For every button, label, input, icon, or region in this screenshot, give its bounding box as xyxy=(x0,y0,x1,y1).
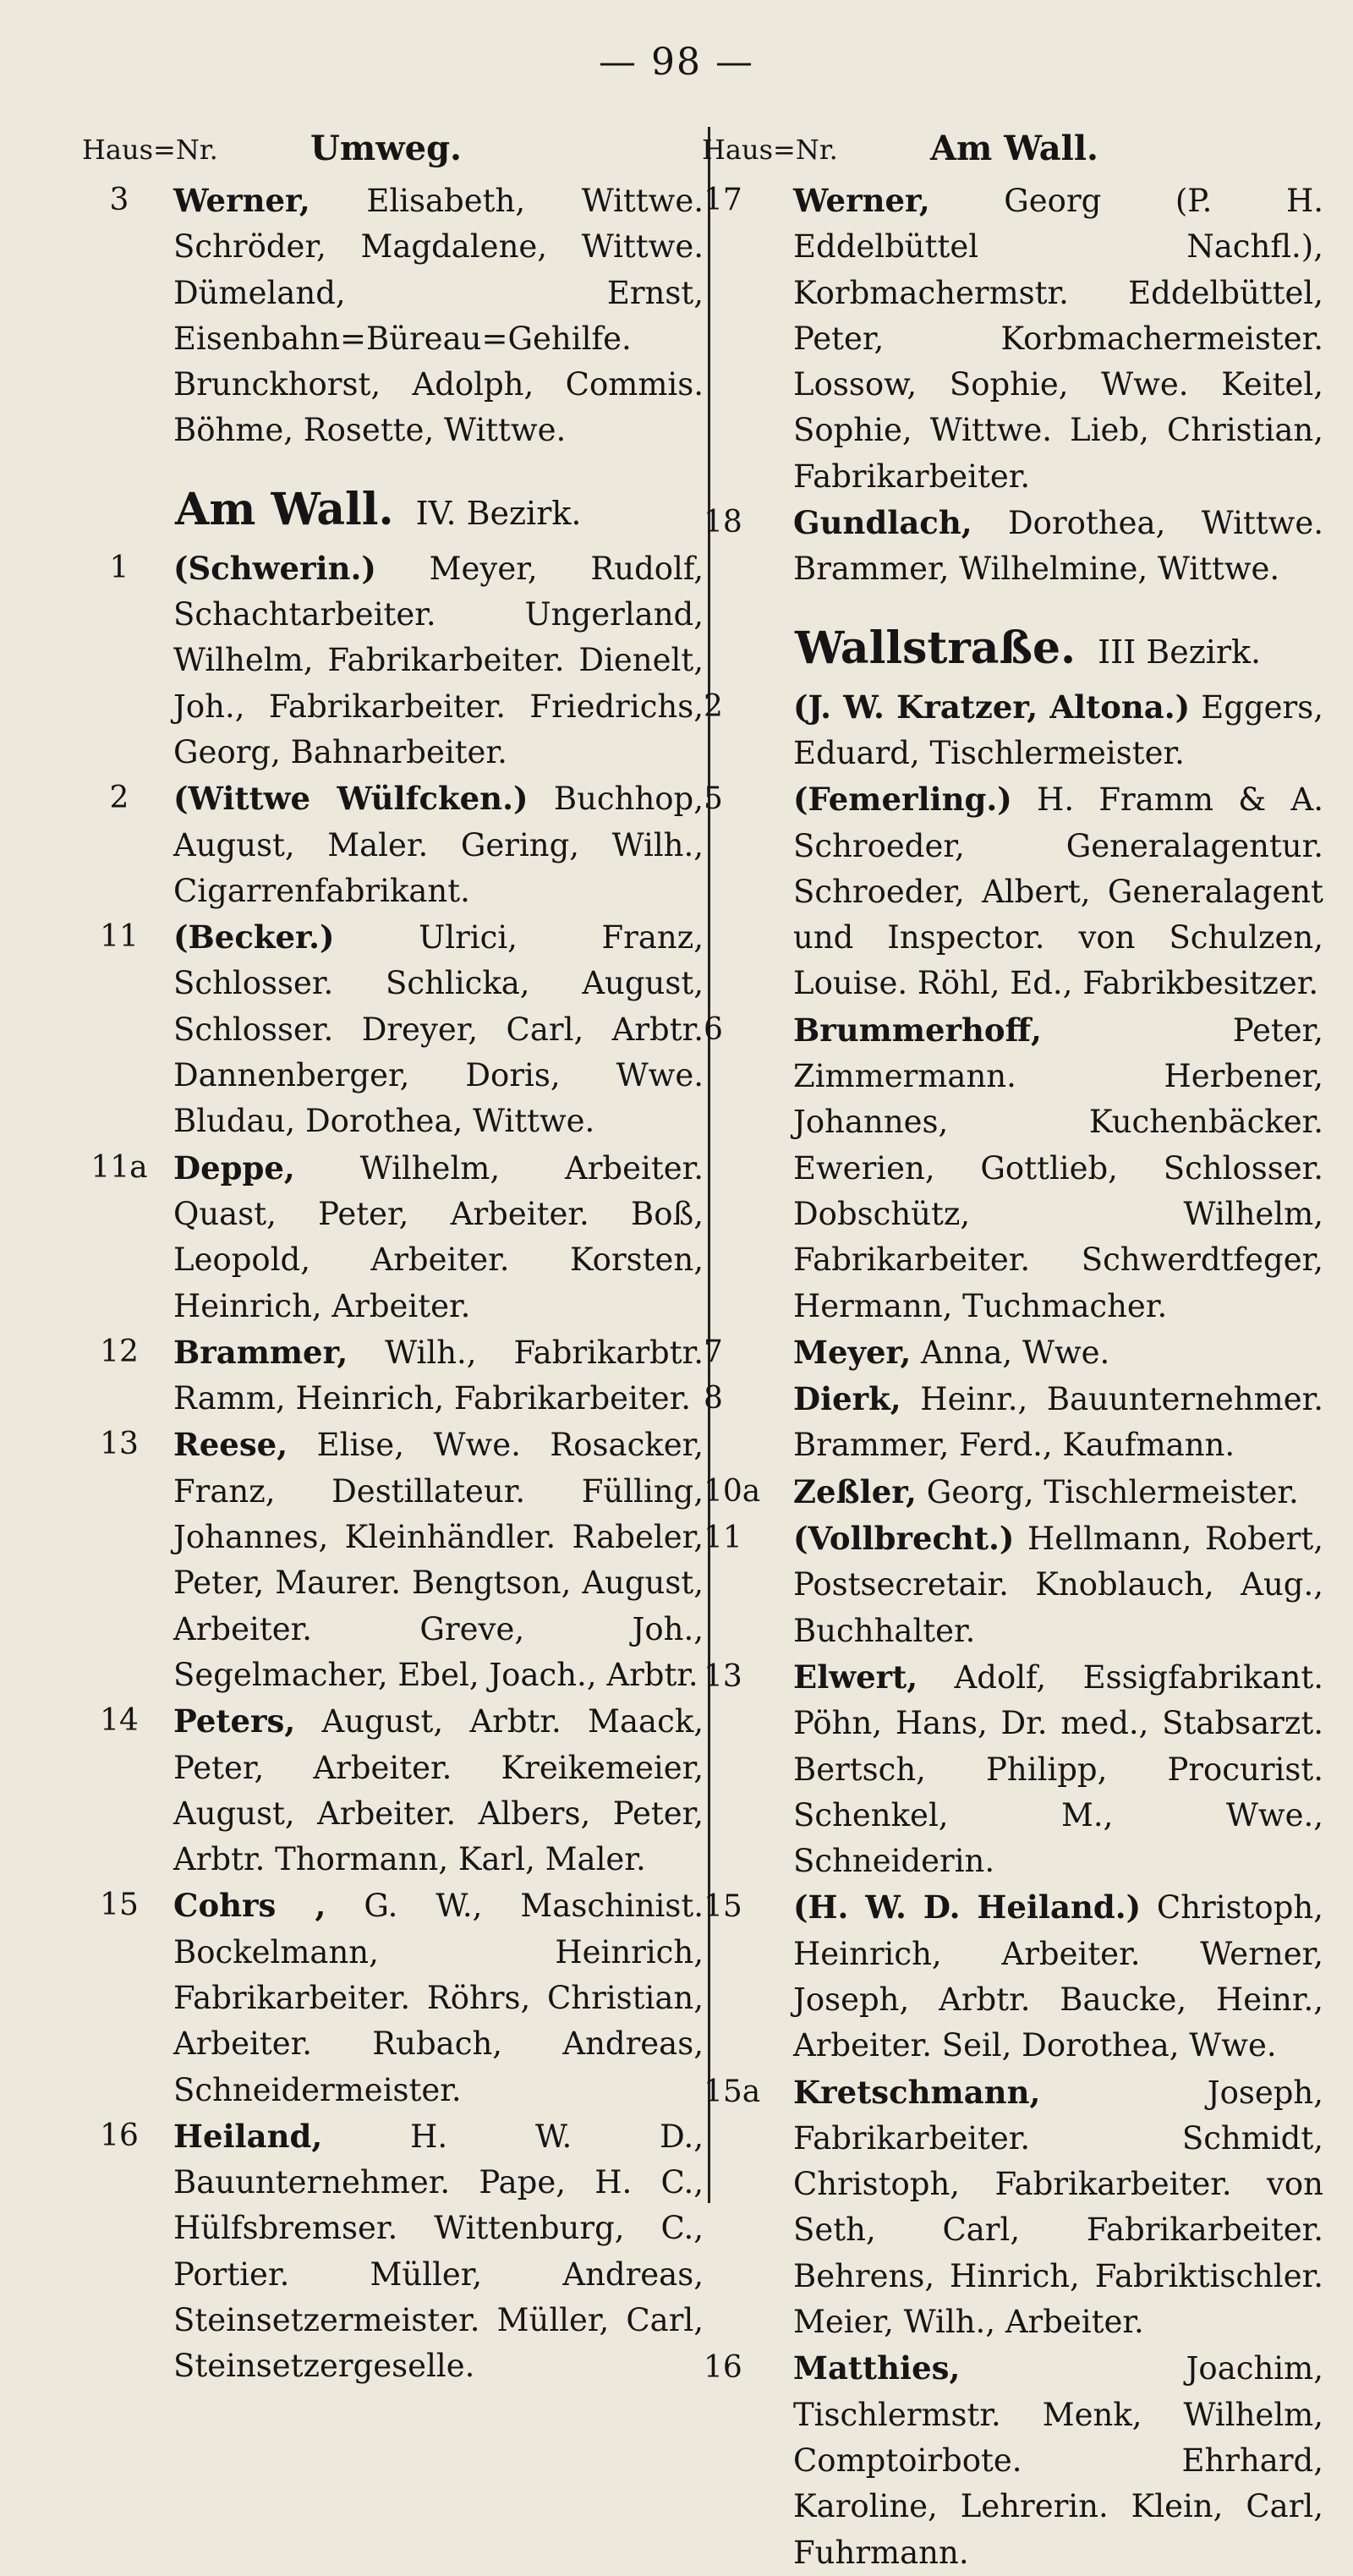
house-number: 13 xyxy=(704,1658,742,1694)
directory-entry xyxy=(82,1422,704,1698)
entry-text xyxy=(793,1515,1323,1654)
directory-entry xyxy=(82,914,704,1144)
house-number: 15 xyxy=(100,1888,139,1923)
directory-entry xyxy=(702,1329,1323,1376)
house-number: 14 xyxy=(100,1703,139,1739)
entry-details: Anna, Wwe. xyxy=(911,1334,1110,1371)
directory-entry xyxy=(82,178,704,454)
directory-entry xyxy=(702,1469,1323,1515)
entry-name: Werner, xyxy=(793,182,930,219)
entry-details: Wilh., Fabrikarbtr. Ramm, Heinrich, Fabrikarbeiter. xyxy=(173,1334,704,1417)
page-number: — 98 — xyxy=(599,41,754,84)
entries-top xyxy=(82,178,704,454)
entry-details: Georg (P. H. Eddelbüttel Nachfl.), Korbmachermstr. Eddelbüttel, Peter, Korbmachermeister. Lossow, Sophie, Wwe. Keitel, Sophie, Wittwe. Lieb, Christian, Fabrikarbeiter. xyxy=(793,183,1323,495)
entry-name: (Vollbrecht.) xyxy=(793,1520,1015,1558)
section-street: Wallstraße. xyxy=(795,622,1076,674)
directory-entry xyxy=(702,500,1323,593)
entry-details: G. W., Maschinist. Bockelmann, Heinrich, Fabrikarbeiter. Röhrs, Christian, Arbeiter. Rubach, Andreas, Schneidermeister. xyxy=(173,1888,704,2108)
directory-entry xyxy=(82,1329,704,1422)
house-number: 10a xyxy=(704,1473,761,1509)
entry-text xyxy=(793,1007,1323,1329)
entry-text xyxy=(793,1884,1323,2069)
right-column xyxy=(702,127,1323,2576)
house-number: 13 xyxy=(100,1427,139,1462)
entry-text xyxy=(173,1145,704,1329)
section-street: Am Wall. xyxy=(175,483,394,535)
entries xyxy=(702,684,1323,2576)
entry-name: (Schwerin.) xyxy=(173,549,376,587)
entry-name: Brummerhoff, xyxy=(793,1011,1042,1049)
entry-text xyxy=(793,500,1323,593)
entry-text xyxy=(173,1329,704,1422)
street-name: Am Wall. xyxy=(930,129,1098,168)
house-number: 16 xyxy=(704,2350,742,2386)
directory-entry xyxy=(82,545,704,776)
entry-name: Heiland, xyxy=(173,2117,323,2155)
directory-entry xyxy=(702,684,1323,777)
house-number-label: Haus=Nr. xyxy=(702,134,838,166)
directory-entry xyxy=(702,1007,1323,1329)
entry-details: Georg, Tischlermeister. xyxy=(916,1473,1299,1510)
entry-text xyxy=(793,1654,1323,1884)
section-heading xyxy=(795,623,1323,677)
directory-entry xyxy=(702,1515,1323,1654)
house-number: 12 xyxy=(100,1334,139,1369)
entry-text xyxy=(173,776,704,914)
entry-details: H. Framm & A. Schroeder, Generalagentur. Schroeder, Albert, Generalagent und Inspector. von Schulzen, Louise. Röhl, Ed., Fabrikbesitzer. xyxy=(793,781,1323,1002)
house-number: 18 xyxy=(704,505,742,540)
entry-name: Werner, xyxy=(173,182,310,219)
entry-name: (J. W. Kratzer, Altona.) xyxy=(793,688,1191,726)
house-number: 1 xyxy=(109,550,129,585)
directory-entry xyxy=(82,2113,704,2390)
entry-text xyxy=(793,776,1323,1006)
entry-details: Elise, Wwe. Rosacker, Franz, Destillateur. Fülling, Johannes, Kleinhändler. Rabeler, Peter, Maurer. Bengtson, August, Arbeiter. Greve, Joh., Segelmacher, Ebel, Joach., Arbtr. xyxy=(173,1427,704,1693)
entry-text xyxy=(173,914,704,1144)
directory-entry xyxy=(82,1883,704,2113)
entry-details: Wilhelm, Arbeiter. Quast, Peter, Arbeiter. Boß, Leopold, Arbeiter. Korsten, Heinrich, Arbeiter. xyxy=(173,1149,704,1324)
entry-details: Meyer, Rudolf, Schachtarbeiter. Ungerland, Wilhelm, Fabrikarbeiter. Dienelt, Joh., Fabrikarbeiter. Friedrichs, Georg, Bahnarbeiter. xyxy=(173,550,704,770)
entry-name: (Wittwe Wülfcken.) xyxy=(173,780,529,818)
directory-entry xyxy=(82,776,704,914)
entries-top xyxy=(702,178,1323,593)
entry-name: Reese, xyxy=(173,1426,288,1464)
house-number: 2 xyxy=(109,781,129,816)
entry-name: Peters, xyxy=(173,1702,296,1740)
section-district: IV. Bezirk. xyxy=(415,494,582,532)
entry-text xyxy=(173,1422,704,1698)
entry-text xyxy=(173,1883,704,2113)
entry-details: Christoph, Heinrich, Arbeiter. Werner, Joseph, Arbtr. Baucke, Heinr., Arbeiter. Seil, Dorothea, Wwe. xyxy=(793,1889,1323,2064)
entry-details: Eggers, Eduard, Tischlermeister. xyxy=(793,688,1323,771)
entry-name: Brammer, xyxy=(173,1333,348,1371)
entry-details: Heinr., Bauunternehmer. Brammer, Ferd., Kaufmann. xyxy=(793,1381,1323,1464)
entry-details: August, Arbtr. Maack, Peter, Arbeiter. Kreikemeier, August, Arbeiter. Albers, Peter, Arbtr. Thormann, Karl, Maler. xyxy=(173,1703,704,1878)
house-number: 15a xyxy=(704,2074,761,2109)
directory-entry xyxy=(82,1698,704,1883)
entry-name: Gundlach, xyxy=(793,504,972,542)
entry-name: Deppe, xyxy=(173,1148,295,1187)
entry-details: Elisabeth, Wittwe. Schröder, Magdalene, Wittwe. Dümeland, Ernst, Eisenbahn=Büreau=Gehilfe. Brunckhorst, Adolph, Commis. Böhme, Rosette, Wittwe. xyxy=(173,183,704,449)
entry-name: Elwert, xyxy=(793,1658,918,1696)
house-number: 16 xyxy=(100,2118,139,2153)
entry-text xyxy=(173,178,704,454)
entry-details: Hellmann, Robert, Postsecretair. Knoblauch, Aug., Buchhalter. xyxy=(793,1521,1323,1649)
right-column-header xyxy=(702,127,1323,178)
house-number: 7 xyxy=(704,1334,723,1369)
entry-name: Kretschmann, xyxy=(793,2073,1041,2111)
entry-text xyxy=(793,2345,1323,2575)
entry-text xyxy=(173,2113,704,2390)
house-number-label: Haus=Nr. xyxy=(82,134,218,166)
house-number: 5 xyxy=(704,781,723,817)
left-column-header xyxy=(82,127,704,178)
section-district: III Bezirk. xyxy=(1098,633,1262,671)
section-heading xyxy=(175,485,704,539)
house-number: 3 xyxy=(109,183,129,217)
entry-details: Adolf, Essigfabrikant. Pöhn, Hans, Dr. med., Stabsarzt. Bertsch, Philipp, Procurist. Schenkel, M., Wwe., Schneiderin. xyxy=(793,1658,1323,1880)
house-number: 11a xyxy=(90,1149,148,1185)
entry-name: (Becker.) xyxy=(173,918,335,956)
house-number: 11 xyxy=(704,1521,742,1556)
house-number: 15 xyxy=(704,1889,742,1925)
entry-text xyxy=(793,2069,1323,2346)
entry-name: Matthies, xyxy=(793,2349,961,2387)
entry-text xyxy=(173,1698,704,1883)
directory-entry xyxy=(702,2345,1323,2575)
entry-details: Joachim, Tischlermstr. Menk, Wilhelm, Comptoirbote. Ehrhard, Karoline, Lehrerin. Klein, Carl, Fuhrmann. xyxy=(793,2350,1323,2571)
house-number: 6 xyxy=(704,1011,723,1047)
entry-details: Peter, Zimmermann. Herbener, Johannes, Kuchenbäcker. Ewerien, Gottlieb, Schlosser. Dobschütz, Wilhelm, Fabrikarbeiter. Schwerdtfeger, Hermann, Tuchmacher. xyxy=(793,1011,1323,1324)
house-number: 17 xyxy=(704,183,742,217)
street-name: Umweg. xyxy=(310,129,462,168)
entry-details: H. W. D., Bauunternehmer. Pape, H. C., Hülfsbremser. Wittenburg, C., Portier. Müller, Andreas, Steinsetzermeister. Müller, Carl, Steinsetzergeselle. xyxy=(173,2118,704,2385)
entry-details: Buchhop, August, Maler. Gering, Wilh., Cigarrenfabrikant. xyxy=(173,781,704,909)
directory-entry xyxy=(702,1376,1323,1469)
entry-name: Cohrs , xyxy=(173,1887,326,1925)
entry-details: Dorothea, Wittwe. Brammer, Wilhelmine, Wittwe. xyxy=(793,505,1323,588)
entry-name: Dierk, xyxy=(793,1380,901,1418)
entry-name: (Femerling.) xyxy=(793,781,1012,819)
entry-details: Joseph, Fabrikarbeiter. Schmidt, Christoph, Fabrikarbeiter. von Seth, Carl, Fabrikarbeiter. Behrens, Hinrich, Fabriktischler. Meier, Wilh., Arbeiter. xyxy=(793,2074,1323,2341)
entry-text xyxy=(793,684,1323,777)
directory-entry xyxy=(702,1654,1323,1884)
left-column xyxy=(82,127,704,2390)
house-number: 11 xyxy=(100,919,139,955)
entry-text xyxy=(793,1329,1323,1376)
entry-details: Ulrici, Franz, Schlosser. Schlicka, August, Schlosser. Dreyer, Carl, Arbtr. Dannenberger, Doris, Wwe. Bludau, Dorothea, Wittwe. xyxy=(173,919,704,1140)
directory-entry xyxy=(82,1145,704,1329)
house-number: 8 xyxy=(704,1381,723,1417)
entry-text xyxy=(793,178,1323,500)
entry-name: Zeßler, xyxy=(793,1472,917,1510)
directory-entry xyxy=(702,1884,1323,2069)
house-number: 2 xyxy=(704,688,723,724)
entry-name: Meyer, xyxy=(793,1333,912,1371)
directory-entry xyxy=(702,776,1323,1006)
entry-text xyxy=(173,545,704,776)
entry-text xyxy=(793,1376,1323,1469)
entries xyxy=(82,545,704,2390)
entry-name: (H. W. D. Heiland.) xyxy=(793,1888,1142,1927)
directory-entry xyxy=(702,2069,1323,2346)
directory-entry xyxy=(702,178,1323,500)
entry-text xyxy=(793,1469,1323,1515)
